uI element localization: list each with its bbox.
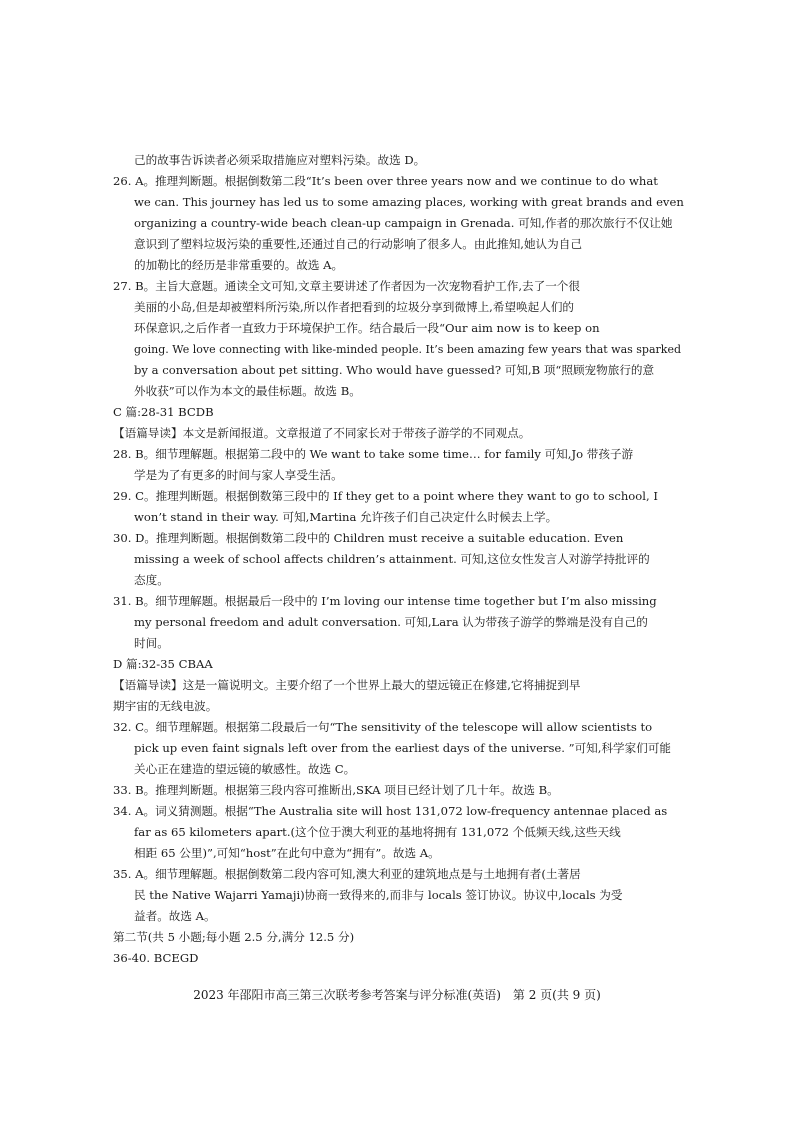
text-line: 时间。: [134, 636, 169, 650]
text-line: 相距 65 公里)”,可知“host”在此句中意为“拥有”。故选 A。: [134, 846, 440, 860]
text-line: 态度。: [134, 573, 169, 587]
text-line: 期宇宙的无线电波。: [113, 699, 218, 713]
text-line: 32. C。细节理解题。根据第二段最后一句“The sensitivity of the telescope will allow scientists to: [113, 720, 653, 734]
text-line: my personal freedom and adult conversation. 可知,Lara 认为带孩子游学的弊端是没有自己的: [134, 615, 648, 629]
text-line: 第二节(共 5 小题;每小题 2.5 分,满分 12.5 分): [113, 930, 355, 944]
text-line: 的加勒比的经历是非常重要的。故选 A。: [134, 258, 344, 272]
text-line: missing a week of school affects children’s attainment. 可知,这位女性发言人对游学持批评的: [134, 552, 650, 566]
text-line: 36-40. BCEGD: [113, 951, 199, 965]
text-line: 外收获”可以作为本文的最佳标题。故选 B。: [134, 384, 361, 398]
text-line: won’t stand in their way. 可知,Martina 允许孩子们自己决定什么时候去上学。: [134, 510, 558, 524]
text-line: 34. A。词义猜测题。根据“The Australia site will host 131,072 low-frequency antennae placed as: [113, 804, 668, 818]
text-line: we can. This journey has led us to some amazing places, working with great brands and even: [134, 195, 684, 209]
text-line: 学是为了有更多的时间与家人享受生活。: [134, 468, 343, 482]
text-line: 美丽的小岛,但是却被塑料所污染,所以作者把看到的垃圾分享到微博上,希望唤起人们的: [134, 300, 575, 314]
text-line: 环保意识,之后作者一直致力于环境保护工作。结合最后一段“Our aim now is to keep on: [134, 321, 600, 335]
text-line: pick up even faint signals left over from the earliest days of the universe. ”可知,科学家们可能: [134, 741, 672, 755]
text-line: 意识到了塑料垃圾污染的重要性,还通过自己的行动影响了很多人。由此推知,她认为自己: [134, 237, 582, 251]
text-line: 【语篇导读】这是一篇说明文。主要介绍了一个世界上最大的望远镜正在修建,它将捕捉到早: [113, 678, 581, 692]
page-footer: 2023 年邵阳市高三第三次联考参考答案与评分标准(英语) 第 2 页(共 9 页): [193, 988, 601, 1002]
text-line: 35. A。细节理解题。根据倒数第二段内容可知,澳大利亚的建筑地点是与土地拥有者(土著居: [113, 867, 581, 881]
text-line: 关心正在建造的望远镜的敏感性。故选 C。: [134, 762, 356, 776]
text-line: 【语篇导读】本文是新闻报道。文章报道了不同家长对于带孩子游学的不同观点。: [113, 426, 531, 440]
answer-key-body: [113, 150, 685, 969]
text-line: 30. D。推理判断题。根据倒数第二段中的 Children must receive a suitable education. Even: [113, 531, 624, 545]
text-line: by a conversation about pet sitting. Who would have guessed? 可知,B 项“照顾宠物旅行的意: [134, 363, 655, 377]
text-line: 33. B。推理判断题。根据第三段内容可推断出,SKA 项目已经计划了几十年。故选 B。: [113, 783, 559, 797]
text-line: C 篇:28-31 BCDB: [113, 405, 214, 419]
text-line: organizing a country-wide beach clean-up campaign in Grenada. 可知,作者的那次旅行不仅让她: [134, 216, 673, 230]
text-line: 28. B。细节理解题。根据第二段中的 We want to take some time… for family 可知,Jo 带孩子游: [113, 447, 634, 461]
text-line: 民 the Native Wajarri Yamaji)协商一致得来的,而非与 locals 签订协议。协议中,locals 为受: [134, 888, 623, 902]
text-line: 31. B。细节理解题。根据最后一段中的 I’m loving our intense time together but I’m also missing: [113, 594, 657, 608]
text-line: far as 65 kilometers apart.(这个位于澳大利亚的基地将拥有 131,072 个低频天线,这些天线: [134, 825, 621, 839]
text-line: 26. A。推理判断题。根据倒数第二段“It’s been over three years now and we continue to do what: [113, 174, 658, 188]
text-line: going. We love connecting with like-minded people. It’s been amazing few years that was sparked: [134, 343, 682, 356]
text-line: D 篇:32-35 CBAA: [113, 657, 213, 671]
text-line: 己的故事告诉读者必须采取措施应对塑料污染。故选 D。: [134, 153, 426, 167]
text-line: 益者。故选 A。: [134, 909, 216, 923]
text-line: 29. C。推理判断题。根据倒数第三段中的 If they get to a point where they want to go to school, I: [113, 489, 658, 503]
text-line: 27. B。主旨大意题。通读全文可知,文章主要讲述了作者因为一次宠物看护工作,去了一个很: [113, 279, 580, 293]
